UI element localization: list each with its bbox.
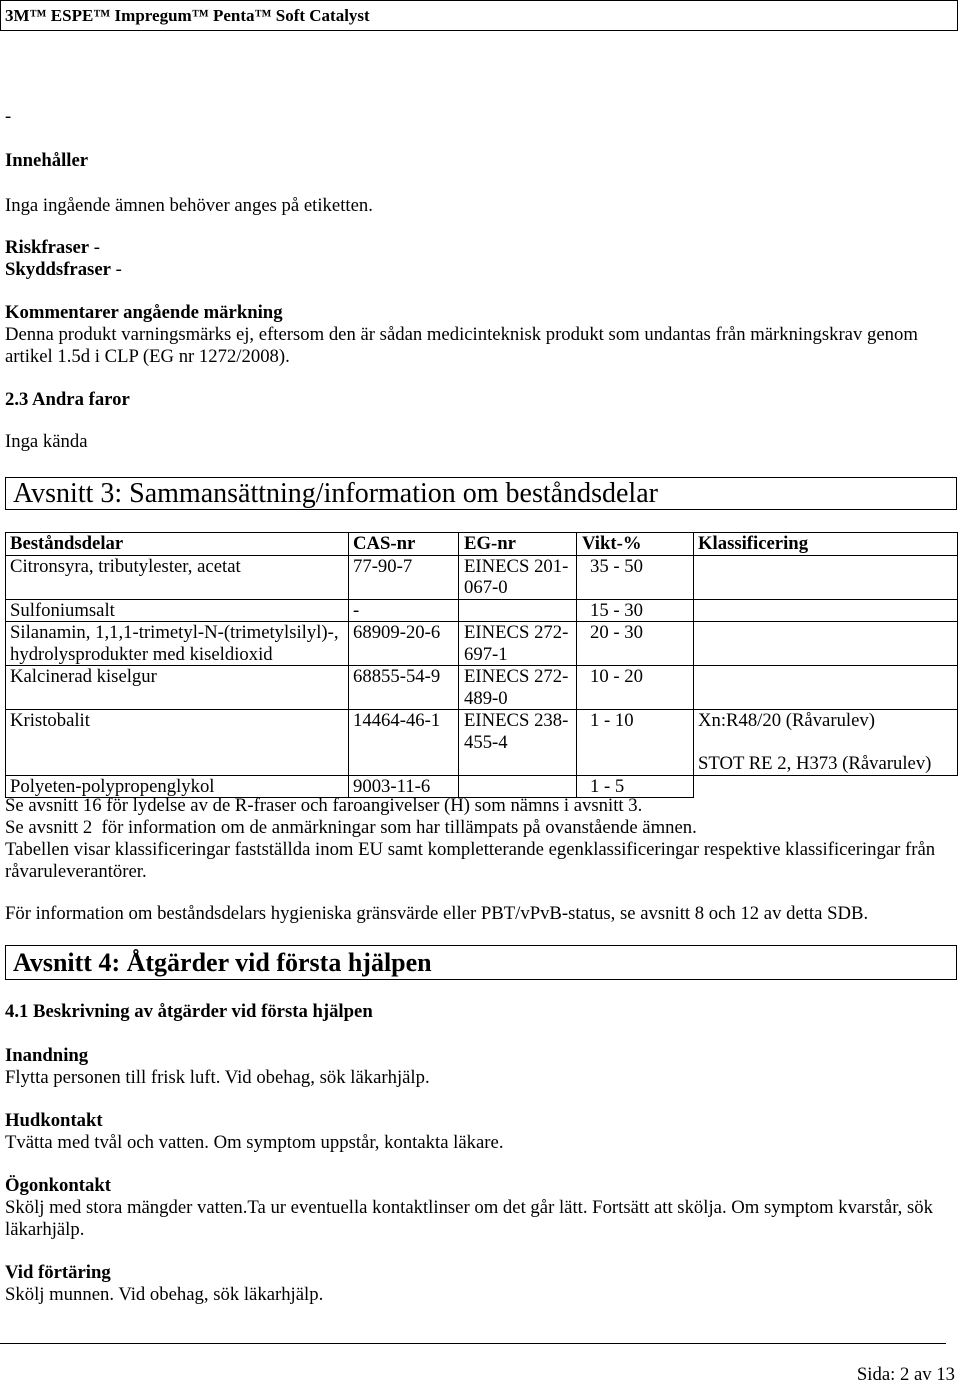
component-cell (6, 666, 349, 710)
first-aid-skin-contact (5, 1110, 504, 1154)
classification-line: Xn:R48/20 (Råvarulev) (698, 710, 875, 731)
cas-cell: 77-90-7 (349, 555, 459, 599)
weight-cell: 1 - 5 (577, 775, 694, 798)
component-cell (6, 710, 349, 776)
component-cell (6, 555, 349, 599)
cas-cell: 9003-11-6 (349, 775, 459, 798)
component-name-line: Polyeten-polypropenglykol (10, 775, 215, 797)
column-header-classification: Klassificering (694, 533, 958, 556)
safety-phrases-value: - (115, 259, 122, 280)
component-cell (6, 599, 349, 622)
classification-cell (694, 599, 958, 622)
ec-line: 697-1 (464, 643, 508, 665)
classification-line: STOT RE 2, H373 (Råvarulev) (698, 753, 932, 774)
measure-text-line: Skölj munnen. Vid obehag, sök läkarhjälp. (5, 1284, 324, 1305)
classification-cell (694, 555, 958, 599)
risk-phrases-label: Riskfraser (5, 237, 90, 258)
component-name-line: Sulfoniumsalt (10, 599, 115, 621)
contains-heading: Innehåller (5, 150, 89, 171)
risk-phrases-value: - (93, 237, 100, 258)
section-4-header (5, 945, 957, 980)
text-line: Denna produkt varningsmärks ej, eftersom den är sådan medicinteknisk produkt som undantas från märkningskrav genom (5, 324, 918, 345)
page-number: Sida: 2 av 13 (856, 1364, 955, 1385)
cas-cell: 14464-46-1 (349, 710, 459, 776)
risk-phrases (5, 237, 100, 259)
first-aid-subheading: 4.1 Beskrivning av åtgärder vid första hjälpen (5, 1001, 373, 1022)
footer-divider (0, 1343, 946, 1344)
weight-cell: 15 - 30 (577, 599, 694, 622)
ec-line: EINECS 272- (464, 666, 569, 687)
separator-dash: - (5, 106, 12, 127)
first-aid-inhalation (5, 1045, 430, 1089)
exposure-info-note: För information om beståndsdelars hygieniska gränsvärde eller PBT/vPvB-status, se avsnitt 8 och 12 av detta SDB. (5, 903, 869, 924)
column-header-ec: EG-nr (459, 533, 577, 556)
measure-heading: Vid förtäring (5, 1262, 111, 1283)
other-hazards-heading: 2.3 Andra faror (5, 389, 130, 410)
classification-cell (694, 666, 958, 710)
text-line: artikel 1.5d i CLP (EG nr 1272/2008). (5, 346, 290, 367)
composition-notes (5, 795, 935, 883)
first-aid-eye-contact (5, 1175, 933, 1241)
classification-cell (694, 622, 958, 666)
measure-heading: Hudkontakt (5, 1110, 103, 1131)
column-header-component: Beståndsdelar (6, 533, 349, 556)
measure-heading: Inandning (5, 1045, 89, 1066)
ec-line: 489-0 (464, 687, 508, 709)
ec-line: EINECS 201- (464, 555, 569, 577)
other-hazards-text: Inga kända (5, 431, 88, 452)
section-4-title: Avsnitt 4: Åtgärder vid första hjälpen (13, 948, 432, 977)
document-header (0, 0, 958, 31)
ec-cell (459, 622, 577, 666)
component-name-line: Kristobalit (10, 710, 90, 731)
ec-line: 067-0 (464, 577, 508, 598)
ec-line: EINECS 272- (464, 622, 569, 643)
table-row (6, 555, 958, 599)
table-row (6, 599, 958, 622)
ec-cell (459, 599, 577, 622)
component-name-line: hydrolysprodukter med kiseldioxid (10, 643, 273, 665)
labelling-comments-heading: Kommentarer angående märkning (5, 302, 283, 323)
labelling-comments-text (5, 324, 918, 368)
cas-cell: - (349, 599, 459, 622)
safety-phrases (5, 259, 122, 281)
component-cell (6, 622, 349, 666)
column-header-weight: Vikt-% (577, 533, 694, 556)
component-name-line: Silanamin, 1,1,1-trimetyl-N-(trimetylsilyl)-, (10, 622, 339, 643)
ec-cell (459, 555, 577, 599)
table-row (6, 666, 958, 710)
product-title: 3M™ ESPE™ Impregum™ Penta™ Soft Catalyst (5, 6, 370, 25)
ec-cell (459, 666, 577, 710)
weight-cell: 20 - 30 (577, 622, 694, 666)
measure-heading: Ögonkontakt (5, 1175, 111, 1196)
table-row (6, 622, 958, 666)
column-header-cas: CAS-nr (349, 533, 459, 556)
measure-text-line: läkarhjälp. (5, 1219, 85, 1240)
note-line: Se avsnitt 16 för lydelse av de R-fraser och faroangivelser (H) som nämns i avsnitt 3. (5, 795, 643, 816)
classification-cell (694, 710, 958, 776)
note-line: Tabellen visar klassificeringar fastställda inom EU samt kompletterande egenklassificeringar respektive klassificeringar från (5, 839, 936, 860)
component-name-line: Citronsyra, tributylester, acetat (10, 555, 241, 577)
ec-line: EINECS 238- (464, 710, 569, 731)
composition-table (5, 532, 958, 798)
measure-text-line: Tvätta med tvål och vatten. Om symptom uppstår, kontakta läkare. (5, 1132, 504, 1153)
measure-text-line: Flytta personen till frisk luft. Vid obehag, sök läkarhjälp. (5, 1067, 430, 1088)
note-line: Se avsnitt 2 för information om de anmärkningar som har tillämpats på ovanstående ämnen. (5, 817, 697, 838)
ec-line: 455-4 (464, 731, 508, 753)
measure-text-line: Skölj med stora mängder vatten.Ta ur eventuella kontaktlinser om det går lätt. Fortsätt att skölja. Om symptom kvarstår, sök (5, 1197, 933, 1218)
table-header-row (6, 533, 958, 556)
table-row (6, 710, 958, 776)
cas-cell: 68855-54-9 (349, 666, 459, 710)
cas-cell: 68909-20-6 (349, 622, 459, 666)
first-aid-ingestion (5, 1262, 323, 1306)
weight-cell: 1 - 10 (577, 710, 694, 776)
ec-cell (459, 710, 577, 776)
section-3-title: Avsnitt 3: Sammansättning/information om beståndsdelar (13, 478, 658, 509)
blank-line (698, 732, 957, 754)
section-3-header (5, 477, 957, 510)
contains-text: Inga ingående ämnen behöver anges på etiketten. (5, 195, 373, 216)
weight-cell: 10 - 20 (577, 666, 694, 710)
component-name-line: Kalcinerad kiselgur (10, 666, 157, 687)
note-line: råvaruleverantörer. (5, 861, 147, 882)
safety-phrases-label: Skyddsfraser (5, 259, 111, 280)
weight-cell: 35 - 50 (577, 555, 694, 599)
